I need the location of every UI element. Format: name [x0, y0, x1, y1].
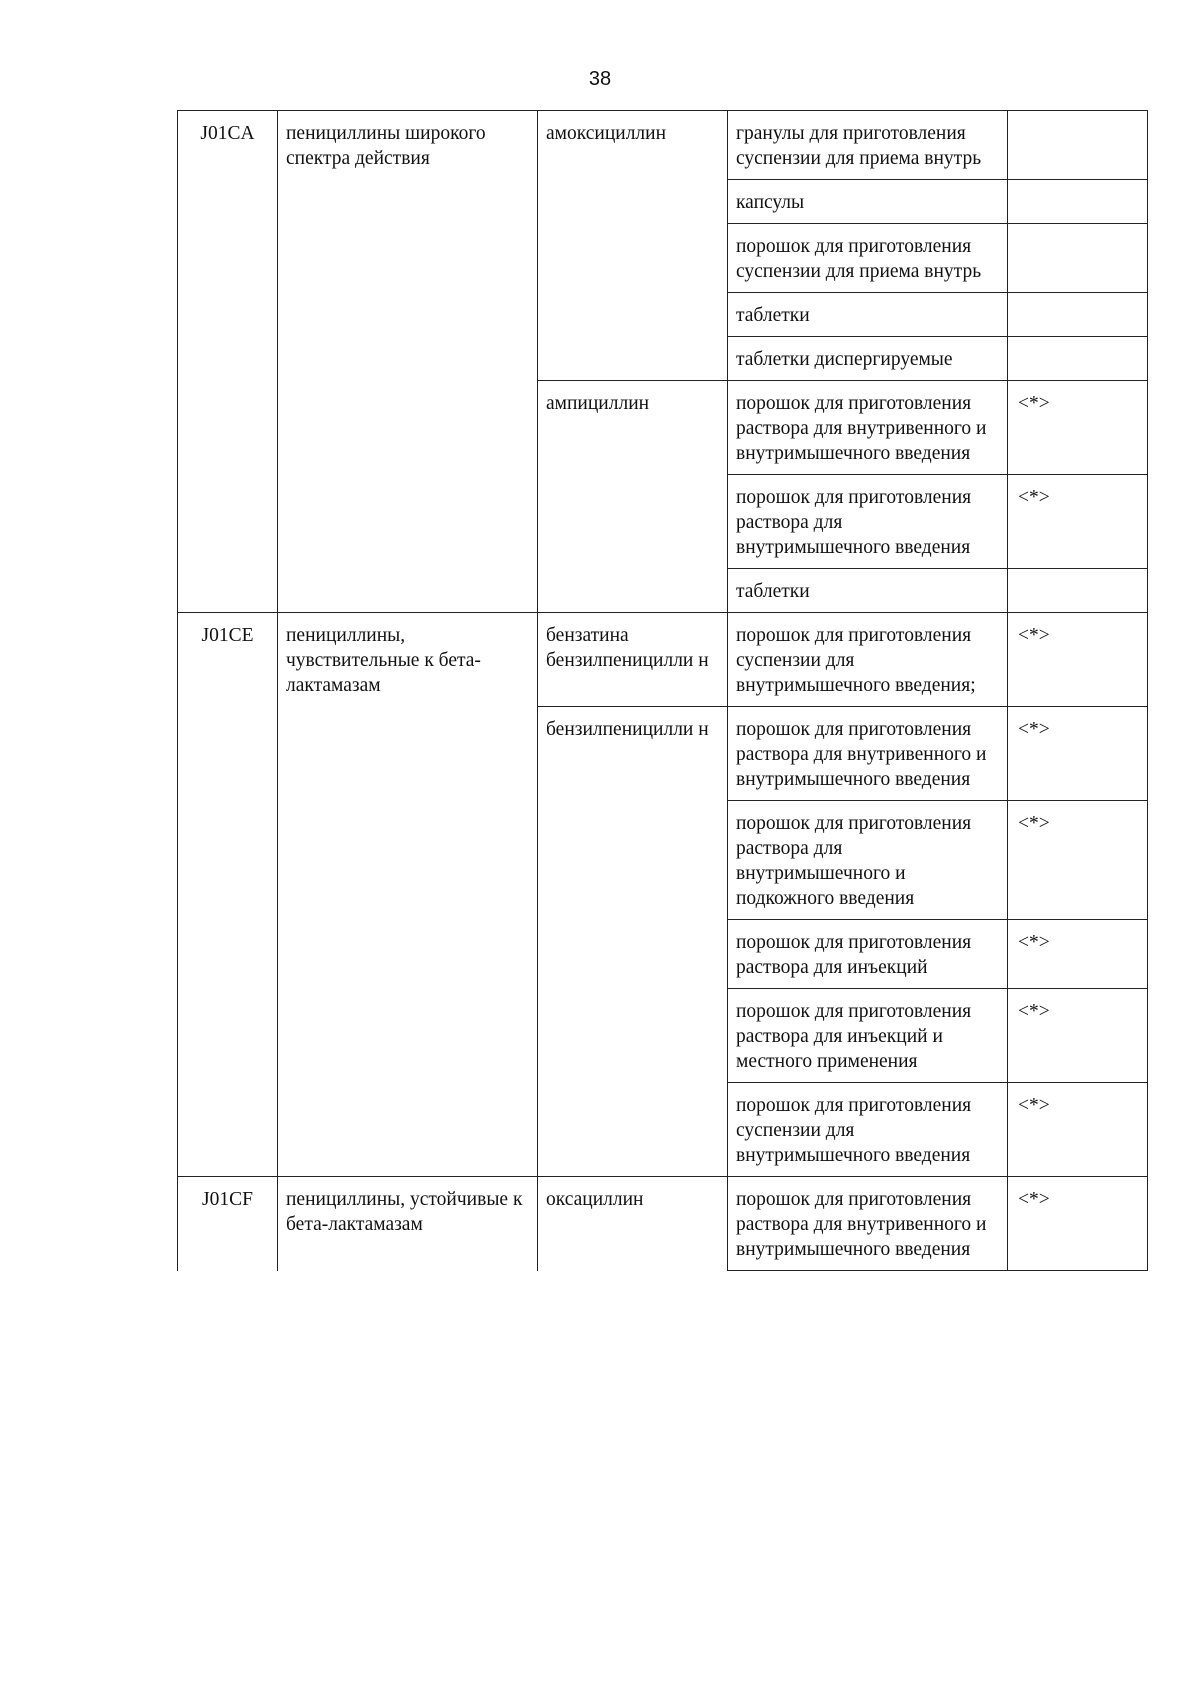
drug-name: ампициллин	[538, 381, 728, 613]
group-name: пенициллины, чувствительные к бета-лактамазам	[278, 613, 538, 1177]
note-mark: <*>	[1008, 920, 1148, 989]
note-mark	[1008, 569, 1148, 613]
page-number: 38	[588, 68, 612, 90]
drug-name: бензатина бензилпеницилли н	[538, 613, 728, 707]
note-mark: <*>	[1008, 1177, 1148, 1271]
dosage-form: порошок для приготовления суспензии для внутримышечного введения;	[728, 613, 1008, 707]
note-mark	[1008, 293, 1148, 337]
note-mark: <*>	[1008, 381, 1148, 475]
dosage-form: таблетки	[728, 293, 1008, 337]
dosage-form: таблетки диспергируемые	[728, 337, 1008, 381]
dosage-form: порошок для приготовления раствора для внутривенного и внутримышечного введения	[728, 1177, 1008, 1271]
note-mark	[1008, 111, 1148, 180]
drug-name: оксациллин	[538, 1177, 728, 1271]
note-mark	[1008, 337, 1148, 381]
atc-code: J01CF	[178, 1177, 278, 1271]
dosage-form: порошок для приготовления суспензии для внутримышечного введения	[728, 1083, 1008, 1177]
dosage-form: порошок для приготовления суспензии для приема внутрь	[728, 224, 1008, 293]
group-name: пенициллины, устойчивые к бета-лактамазам	[278, 1177, 538, 1271]
note-mark: <*>	[1008, 801, 1148, 920]
drug-name: амоксициллин	[538, 111, 728, 381]
table-row	[178, 111, 1148, 180]
table-row	[178, 613, 1148, 707]
dosage-form: гранулы для приготовления суспензии для приема внутрь	[728, 111, 1008, 180]
note-mark	[1008, 180, 1148, 224]
dosage-form: таблетки	[728, 569, 1008, 613]
drug-name: бензилпеницилли н	[538, 707, 728, 1177]
dosage-form: порошок для приготовления раствора для внутривенного и внутримышечного введения	[728, 707, 1008, 801]
group-name: пенициллины широкого спектра действия	[278, 111, 538, 613]
atc-code: J01CA	[178, 111, 278, 613]
note-mark: <*>	[1008, 475, 1148, 569]
dosage-form: порошок для приготовления раствора для инъекций	[728, 920, 1008, 989]
dosage-form: порошок для приготовления раствора для внутримышечного и подкожного введения	[728, 801, 1008, 920]
note-mark: <*>	[1008, 707, 1148, 801]
drug-table	[177, 110, 1148, 1271]
dosage-form: порошок для приготовления раствора для внутривенного и внутримышечного введения	[728, 381, 1008, 475]
note-mark: <*>	[1008, 1083, 1148, 1177]
note-mark: <*>	[1008, 613, 1148, 707]
atc-code: J01CE	[178, 613, 278, 1177]
dosage-form: капсулы	[728, 180, 1008, 224]
note-mark: <*>	[1008, 989, 1148, 1083]
dosage-form: порошок для приготовления раствора для внутримышечного введения	[728, 475, 1008, 569]
dosage-form: порошок для приготовления раствора для инъекций и местного применения	[728, 989, 1008, 1083]
table-row	[178, 1177, 1148, 1271]
note-mark	[1008, 224, 1148, 293]
